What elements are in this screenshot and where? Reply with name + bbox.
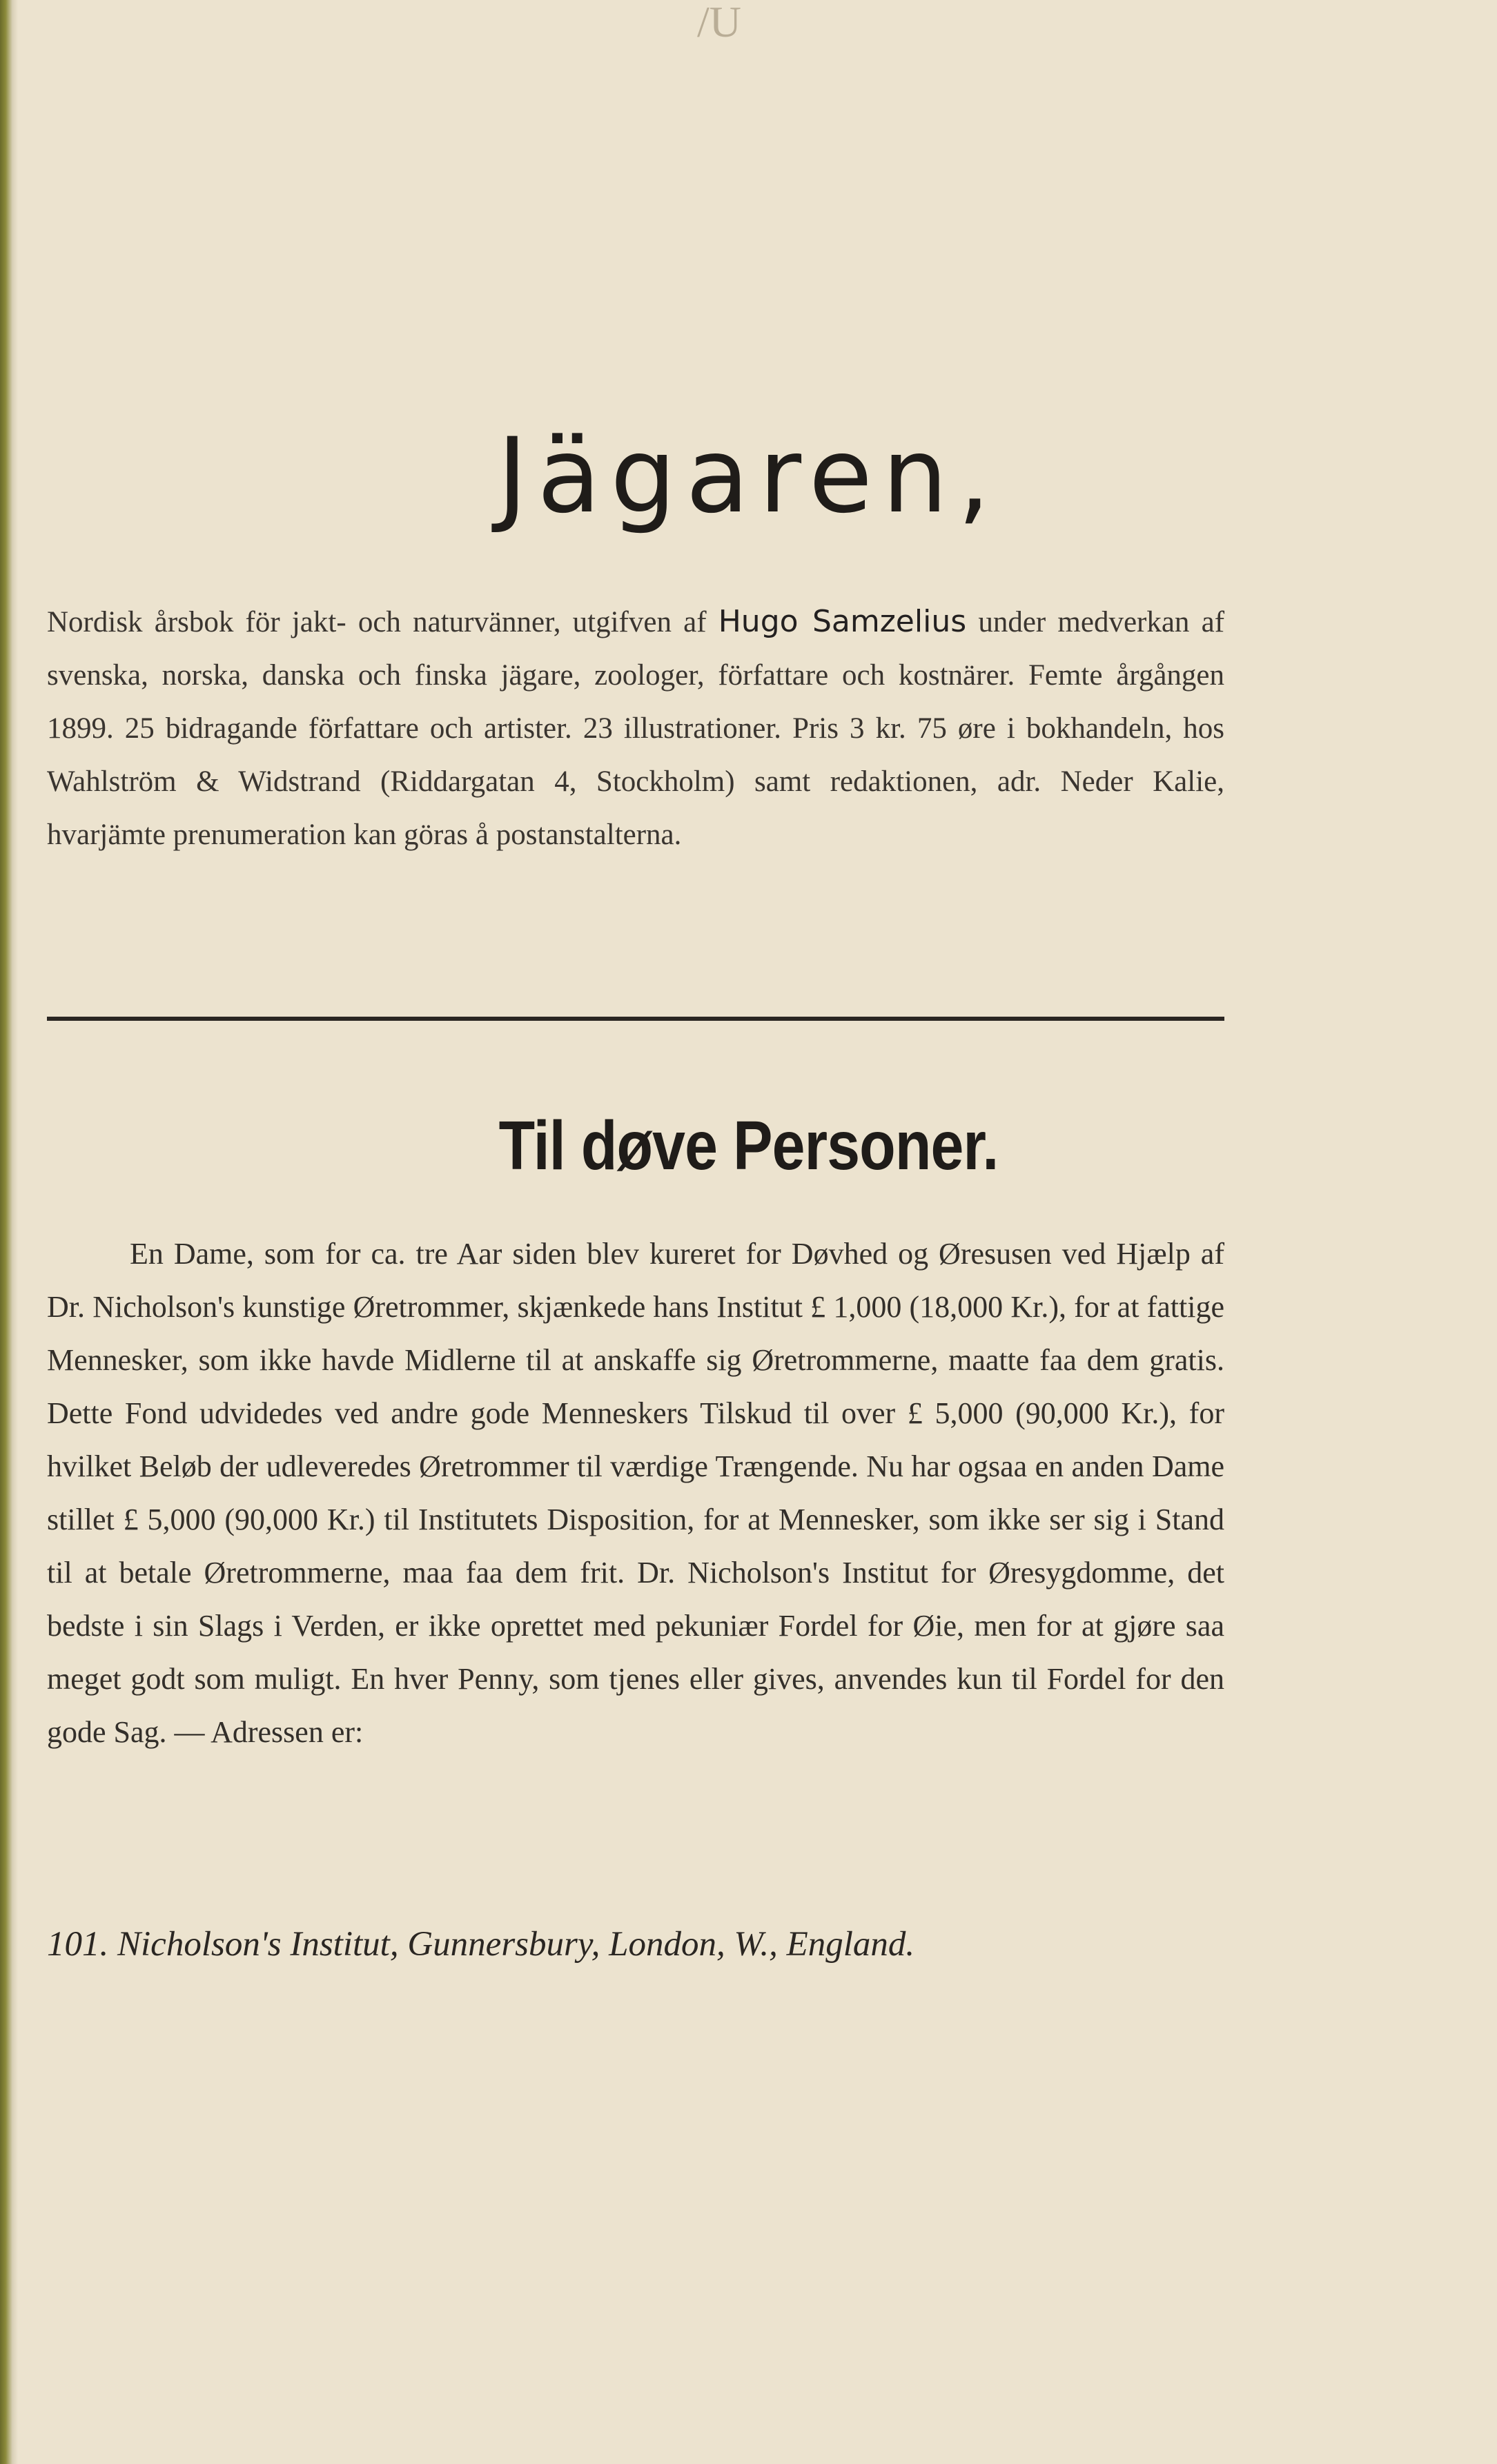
page-corner-mark: /U: [697, 0, 741, 46]
institute-address: 101. Nicholson's Institut, Gunnersbury, London, W., England.: [47, 1925, 915, 1964]
deaf-ad-body: En Dame, som for ca. tre Aar siden blev kureret for Døvhed og Øresusen ved Hjælp af Dr. Nicholson's kunstige Øretrommer, skjænkede hans Institut £ 1,000 (18,000 Kr.), for at fattige Mennesker, som ikke havde Midlerne til at anskaffe sig Øretrommerne, maatte faa dem gratis. Dette Fond udvidedes ved andre gode Menneskers Tilskud til over £ 5,000 (90,000 Kr.), for hvilket Beløb der udleveredes Øretrommer til værdige Trængende. Nu har ogsaa en anden Dame stillet £ 5,000 (90,000 Kr.) til Institutets Disposition, for at Mennesker, som ikke ser sig i Stand til at betale Øretrommerne, maa faa dem frit. Dr. Nicholson's Institut for Øresygdomme, det bedste i sin Slags i Verden, er ikke oprettet med pekuniær Fordel for Øie, men for at gjøre saa meget godt som muligt. En hver Penny, som tjenes eller gives, anvendes kun til Fordel for den gode Sag. — Adressen er:: [47, 1237, 1224, 1749]
editor-name: Hugo Samzelius: [718, 604, 967, 639]
jagaren-description: [47, 595, 1224, 861]
jagaren-title: Jägaren,: [497, 416, 1000, 536]
section-divider: [47, 1017, 1224, 1021]
jagaren-text-after: under medverkan af svenska, norska, danska och finska jägare, zoologer, författare och kostnärer. Femte årgången 1899. 25 bidragande författare och artister. 23 illustrationer. Pris 3 kr. 75 øre i bokhandeln, hos Wahlström & Widstrand (Riddargatan 4, Stockholm) samt redaktionen, adr. Neder Kalie, hvarjämte prenumeration kan göras å postanstalterna.: [47, 606, 1225, 851]
page-binding-edge: [0, 0, 18, 2464]
deaf-ad-heading: Til døve Personer.: [498, 1107, 999, 1184]
jagaren-text-before: Nordisk årsbok för jakt- och naturvänner, utgifven af: [47, 606, 707, 638]
